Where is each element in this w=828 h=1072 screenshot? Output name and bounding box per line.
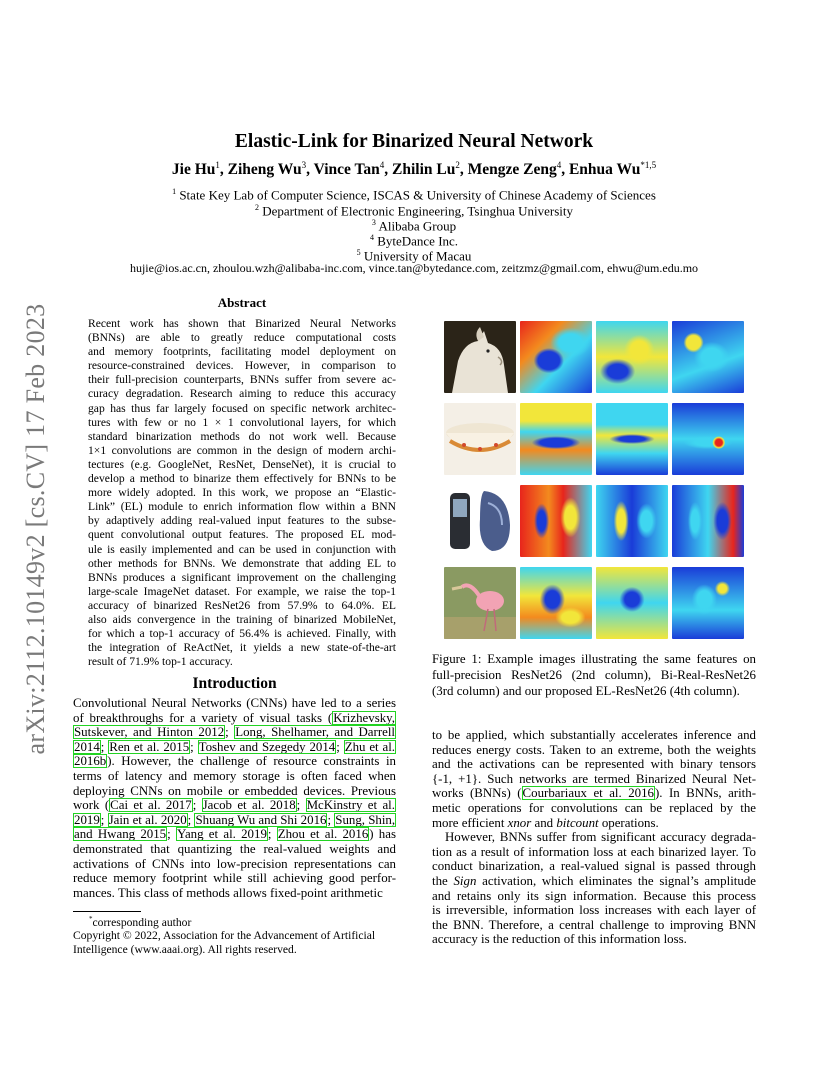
text-segment: ; — [296, 798, 306, 813]
bowl-heatmap-col3 — [596, 403, 668, 475]
abstract-line: accuracy of binarized ResNet26 from 57.9% to 64.0%. EL — [88, 598, 396, 612]
text-segment: ) has — [369, 827, 396, 842]
abstract-line: for which a top-1 accuracy of 56.4% is achieved. Finally, with — [88, 627, 396, 641]
abstract-line: resource-constrained devices. However, in comparison to — [88, 359, 396, 373]
citation-link[interactable]: Zhou et al. 2016 — [277, 827, 369, 842]
introduction-line — [73, 740, 396, 755]
text-segment: However, BNNs suffer from significant accuracy degrada- — [445, 830, 756, 845]
introduction-body — [73, 696, 396, 900]
introduction-heading: Introduction — [192, 675, 277, 692]
body-line — [432, 859, 756, 874]
abstract-line: tectures (e.g. GoogleNet, ResNet, DenseNet), it is crucial to — [88, 457, 396, 471]
author-affiliation-mark: 4 — [556, 160, 562, 170]
text-segment: and the activations can be represented with binary tensors — [432, 757, 756, 772]
abstract-line: curacy degradation. Research aiming to reduce this accuracy — [88, 387, 396, 401]
phones-heatmap-col2 — [520, 485, 592, 557]
bird-heatmap-col2 — [520, 567, 592, 639]
abstract-line: the integration of ReActNet, it yields a new state-of-the-art — [88, 641, 396, 655]
text-segment: deploying CNNs on mobile or embedded devices. Previous — [73, 783, 396, 798]
author-affiliation-mark: 2 — [455, 160, 460, 170]
text-segment: operations. — [598, 815, 659, 830]
introduction-line — [73, 769, 396, 784]
abstract-line: other methods for BNNs. We demonstrate that adding EL to — [88, 556, 396, 570]
abstract-line: gap has thus far largely focused on specific network architec- — [88, 401, 396, 415]
caption-line: Figure 1: Example images illustrating the same features on — [432, 652, 756, 666]
abstract-line: Link” (EL) module to enrich information flow within a BNN — [88, 500, 396, 514]
text-segment: demonstrated that quantizing the real-valued weights and — [73, 841, 396, 856]
affiliation-text: Department of Electronic Engineering, Tsinghua University — [262, 203, 573, 219]
footnote — [73, 913, 403, 956]
italic-term: xnor — [507, 815, 532, 830]
body-line — [432, 830, 756, 845]
text-segment: ; — [100, 739, 109, 754]
introduction-line — [73, 696, 396, 711]
text-segment: reduce memory footprint while still achieving good perfor- — [73, 871, 396, 886]
abstract-line: by adaptively adding real-valued input features to the subse- — [88, 514, 396, 528]
text-segment: to be applied, which substantially accelerates inference and — [432, 728, 756, 742]
text-segment: ; — [187, 812, 195, 827]
wolf-heatmap-col4 — [672, 321, 744, 393]
text-segment: the — [432, 873, 454, 888]
text-segment: ; — [267, 827, 277, 842]
figure-caption — [432, 651, 756, 699]
bowl-heatmap-col4 — [672, 403, 744, 475]
body-line — [432, 845, 756, 860]
abstract-line: more widely adopted. In this work, we propose an “Elastic- — [88, 486, 396, 500]
citation-link[interactable]: Zhu et al. — [344, 739, 395, 754]
author-name: Zhilin Lu — [392, 161, 456, 179]
text-segment: conduct binarization, a real-valued signal is passed through — [432, 859, 756, 874]
text-segment: works (BNNs) ( — [432, 786, 522, 801]
body-line — [432, 932, 756, 947]
figure-1 — [444, 321, 780, 649]
abstract-line: and memory footprints, facilitating model deployment on — [88, 345, 396, 359]
introduction-line — [73, 842, 396, 857]
citation-link[interactable]: 2016b — [74, 754, 107, 769]
text-segment: ; — [100, 812, 108, 827]
bird-heatmap-col3 — [596, 567, 668, 639]
text-segment: of breakthroughs for a variety of visual tasks ( — [73, 710, 333, 725]
citation-link[interactable]: Krizhevsky, — [333, 710, 395, 725]
footnote-mark: * — [89, 915, 93, 923]
author-name: Jie Hu — [171, 161, 216, 179]
copyright-line-2: Intelligence (www.aaai.org). All rights reserved. — [73, 942, 297, 956]
abstract-line: develop a method to binarize them effectively for BNNs to be — [88, 472, 396, 486]
author-name: Vince Tan — [313, 161, 380, 179]
citation-link[interactable]: 2019 — [74, 812, 100, 827]
text-segment: terms of latency and memory storage is often faced when — [73, 768, 396, 783]
abstract-line: result of 71.9% top-1 accuracy. — [88, 655, 233, 669]
abstract-line: also aids convergence in the training of binarized MobileNet, — [88, 612, 396, 626]
introduction-line — [73, 886, 396, 901]
wolf-heatmap-col2 — [520, 321, 592, 393]
abstract-line: BNNs produces a significant improvement on the challenging — [88, 570, 396, 584]
introduction-line — [73, 857, 396, 872]
abstract-line: (BNNs) are able to greatly reduce computational costs — [88, 331, 396, 345]
text-segment: ; — [167, 827, 176, 842]
affiliation-text: University of Macau — [363, 248, 472, 264]
bowl-heatmap-col2 — [520, 403, 592, 475]
text-segment: ). However, the challenge of resource constraints in — [107, 754, 396, 769]
paper-title: Elastic-Link for Binarized Neural Network — [234, 131, 594, 152]
citation-link[interactable]: Sutskever, and Hinton 2012 — [74, 725, 225, 740]
affiliation-text: Alibaba Group — [378, 218, 457, 234]
italic-term: Sign — [453, 873, 477, 888]
body-line — [432, 816, 756, 831]
body-line — [432, 918, 756, 933]
introduction-line — [73, 725, 396, 740]
citation-link[interactable]: Cai et al. 2017 — [110, 798, 192, 813]
introduction-line — [73, 871, 396, 886]
text-segment: is irreversible, information loss increases with each layer of — [432, 903, 756, 918]
abstract-line: their full-precision counterparts, BNNs suffer from severe ac- — [88, 373, 396, 387]
introduction-line — [73, 784, 396, 799]
copyright-line-1: Copyright © 2022, Association for the Advancement of Artificial — [73, 929, 376, 943]
citation-link[interactable]: Long, Shelhamer, and Darrell — [235, 725, 395, 740]
author-affiliation-mark: 3 — [301, 160, 307, 170]
citation-link[interactable]: 2014 — [74, 739, 100, 754]
text-segment: activation, which eliminates the signal’s amplitude — [476, 873, 756, 888]
introduction-line — [73, 813, 396, 828]
caption-line: (3rd column) and our proposed EL-ResNet26 (4th column). — [432, 684, 740, 698]
author-affiliation-mark: 1 — [215, 160, 220, 170]
bird-heatmap-col4 — [672, 567, 744, 639]
text-segment: ; — [225, 725, 235, 740]
text-segment: reduces energy costs. Taken to an extreme, both the weights — [432, 742, 756, 757]
introduction-line — [73, 827, 396, 842]
text-segment: activations of CNNs into low-precision representations can — [73, 856, 396, 871]
body-line — [432, 874, 756, 889]
citation-link[interactable]: McKinstry et al. — [306, 798, 395, 813]
text-segment: ). In BNNs, arith- — [654, 786, 756, 801]
abstract-line: tures with few or no 1 × 1 convolutional layers, for which — [88, 415, 396, 429]
text-segment: ; — [192, 798, 202, 813]
caption-line: full-precision ResNet26 (2nd column), Bi-Real-ResNet26 — [432, 668, 756, 682]
text-segment: Convolutional Neural Networks (CNNs) have led to a series — [73, 696, 396, 710]
citation-link[interactable]: Toshev and Szegedy 2014 — [198, 739, 336, 754]
phones-photo — [444, 485, 516, 557]
author-affiliation-mark: *1,5 — [640, 160, 657, 170]
affiliation-text: ByteDance Inc. — [377, 233, 459, 249]
citation-link[interactable]: Sung, Shin, — [335, 812, 396, 827]
body-line — [432, 786, 756, 801]
citation-link[interactable]: Ren et al. 2015 — [109, 739, 190, 754]
citation-link[interactable]: Shuang Wu and Shi 2016 — [195, 812, 327, 827]
affiliation-number: 2 — [254, 203, 259, 212]
phones-heatmap-col3 — [596, 485, 668, 557]
affiliation-text: State Key Lab of Computer Science, ISCAS & University of Chinese Academy of Sciences — [179, 187, 656, 203]
affiliation-number: 4 — [369, 233, 374, 242]
affiliation-number: 1 — [172, 187, 177, 196]
text-segment: and retains only its sign information. Because this process — [432, 888, 756, 903]
body-line — [432, 743, 756, 758]
body-line — [432, 772, 756, 787]
author-name: Mengze Zeng — [467, 161, 557, 179]
italic-term: bitcount — [556, 815, 599, 830]
arxiv-stamp — [8, 291, 64, 766]
text-segment: {-1, +1}. Such networks are termed Binarized Neural Net- — [432, 771, 756, 786]
text-segment: and — [531, 815, 557, 830]
text-segment: mances. This class of methods allows fixed-point arithmetic — [73, 885, 383, 900]
wolf-heatmap-col3 — [596, 321, 668, 393]
citation-link[interactable]: Yang et al. 2019 — [176, 827, 267, 842]
footnote-note: corresponding author — [92, 915, 192, 929]
text-segment: accuracy is the reduction of this information loss. — [432, 932, 687, 947]
text-segment: ; — [327, 812, 335, 827]
wolf-photo — [444, 321, 516, 393]
footnote-corresponding — [73, 913, 403, 929]
introduction-line — [73, 798, 396, 813]
abstract-line: ule is easily implemented and can be used in conjunction with — [88, 542, 396, 556]
text-segment: more efficient — [432, 815, 508, 830]
body-line — [432, 801, 756, 816]
affiliation-number: 5 — [356, 248, 361, 257]
citation-link[interactable]: and Hwang 2015 — [74, 827, 167, 842]
citation-link[interactable]: Courbariaux et al. 2016 — [522, 786, 654, 801]
arxiv-stamp-text: arXiv:2112.10149v2 [cs.CV] 17 Feb 2023 — [21, 303, 50, 754]
right-column-body — [432, 728, 756, 947]
bird-photo — [444, 567, 516, 639]
body-line — [432, 889, 756, 904]
text-segment: ; — [190, 739, 198, 754]
body-line — [432, 757, 756, 772]
text-segment: metic operations for convolutions can be replaced by the — [432, 800, 756, 815]
body-line — [432, 728, 756, 743]
abstract-line: 1×1 convolutions are common in the design of modern archi- — [88, 443, 396, 457]
author-affiliation-mark: 4 — [379, 160, 385, 170]
text-segment: the BNN. Therefore, a central challenge to improving BNN — [432, 917, 756, 932]
body-line — [432, 903, 756, 918]
author-list: Jie Hu$^1$, Ziheng Wu$^3$, Vince Tan$^4$, Zhilin Lu$^2$, Mengze Zeng$^4$, Enhua Wu$^{*1,5}$ — [171, 160, 657, 179]
abstract-line: standard binarization methods do not work well. Because — [88, 429, 396, 443]
introduction-line — [73, 711, 396, 726]
abstract-heading: Abstract — [217, 295, 267, 310]
abstract-line: large-scale ImageNet dataset. For example, we raise the top-1 — [88, 584, 396, 598]
text-segment: ; — [336, 739, 344, 754]
author-name: Enhua Wu — [568, 161, 641, 179]
bowl-photo — [444, 403, 516, 475]
introduction-line — [73, 754, 396, 769]
text-segment: tion as a result of information loss at each binarized layer. To — [432, 844, 756, 859]
footnote-divider — [73, 911, 141, 912]
author-emails: hujie@ios.ac.cn, zhoulou.wzh@alibaba-inc.com, vince.tan@bytedance.com, zeitzmz@gmail.com, ehwu@um.edu.mo — [129, 261, 699, 275]
citation-link[interactable]: Jacob et al. 2018 — [202, 798, 296, 813]
text-segment: work ( — [73, 798, 110, 813]
citation-link[interactable]: Jain et al. 2020 — [108, 812, 187, 827]
abstract-body — [88, 317, 396, 669]
abstract-line: Recent work has shown that Binarized Neural Networks — [88, 317, 396, 330]
affiliation-number: 3 — [371, 218, 376, 227]
abstract-line: quent convolutional output features. The proposed EL mod- — [88, 528, 396, 542]
phones-heatmap-col4 — [672, 485, 744, 557]
author-name: Ziheng Wu — [227, 161, 302, 179]
